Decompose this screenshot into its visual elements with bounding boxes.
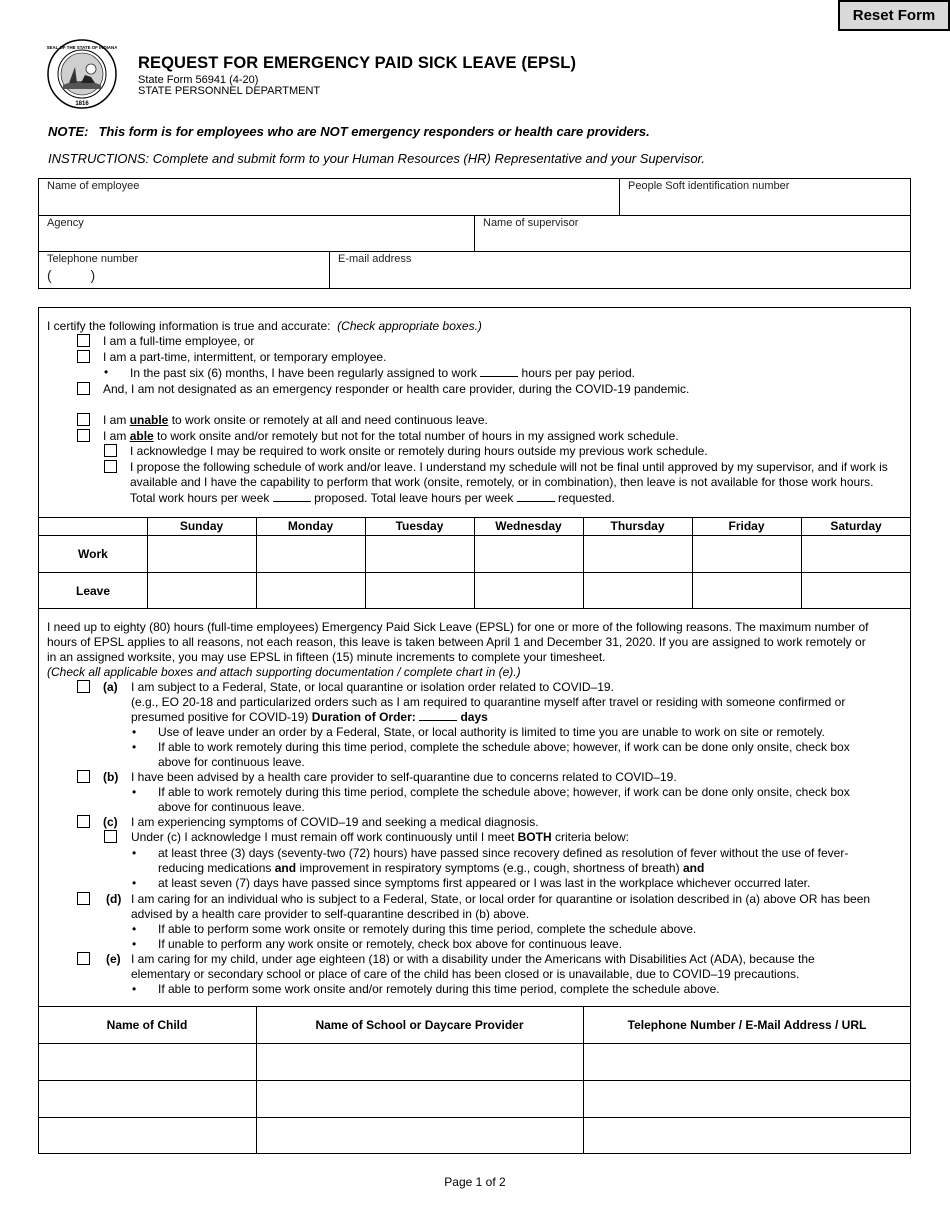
hours-text-b: hours per pay period. — [521, 366, 635, 380]
school-cell-2[interactable] — [257, 1081, 582, 1116]
unable-label — [103, 413, 488, 428]
reason-b-text: I have been advised by a health care provider to self-quarantine due to concerns related to COVID–19. — [131, 770, 677, 784]
page-number: Page 1 of 2 — [444, 1175, 506, 1189]
divider — [474, 215, 475, 251]
divider — [38, 1006, 911, 1007]
reason-c-sub-a: Under (c) I acknowledge I must remain off work continuously until I meet — [131, 830, 515, 844]
reason-c-b1-2a: reducing medications — [158, 861, 272, 875]
child-name-cell-3[interactable] — [39, 1118, 255, 1153]
note-text: This form is for employees who are NOT emergency responders or health care providers. — [98, 124, 650, 139]
not-designated-label: And, I am not designated as an emergency responder or health care provider, during the COVID-19 pandemic. — [103, 382, 690, 396]
day-header-wednesday: Wednesday — [495, 519, 562, 533]
form-number: State Form 56941 (4-20) — [138, 74, 259, 86]
child-name-header: Name of Child — [106, 1018, 188, 1032]
day-header-sunday: Sunday — [179, 519, 224, 533]
acknowledge-checkbox[interactable] — [104, 444, 117, 457]
note-line — [48, 124, 650, 139]
reason-e-text-2: elementary or secondary school or place of care of the child has been closed or is unavailable, due to COVID–19 precautions. — [131, 967, 800, 981]
hours-text-a: In the past six (6) months, I have been regularly assigned to work — [130, 366, 477, 380]
reason-d-bullet-1: If able to perform some work onsite or remotely during this time period, complete the schedule above. — [158, 922, 697, 936]
reason-a-3b: Duration of Order: — [311, 710, 416, 724]
reason-b-label: (b) — [103, 770, 119, 784]
reason-b-bullet-1b: above for continuous leave. — [158, 800, 305, 814]
reason-d-label: (d) — [106, 892, 122, 906]
reason-a-3a: presumed positive for COVID-19) — [131, 710, 309, 724]
reason-a-bullet-1: Use of leave under an order by a Federal, State, or local authority is limited to time you are unable to work on site or remotely. — [158, 725, 825, 739]
able-b: able — [129, 429, 154, 443]
school-cell-1[interactable] — [257, 1044, 582, 1079]
able-a: I am — [103, 429, 127, 443]
reason-c-sub-c: criteria below: — [554, 830, 629, 844]
reason-b-checkbox[interactable] — [77, 770, 90, 783]
hours-per-period-line — [130, 366, 635, 381]
bullet: • — [132, 937, 137, 951]
reason-c-checkbox[interactable] — [77, 815, 90, 828]
reason-c-b1-2b: and — [274, 861, 297, 875]
acknowledge-label: I acknowledge I may be required to work onsite or remotely during hours outside my previous work schedule. — [130, 444, 708, 458]
agency-field[interactable]: Agency — [47, 217, 84, 229]
certify-intro — [47, 319, 482, 334]
reason-a-bullet-2b: above for continuous leave. — [158, 755, 305, 769]
instructions-label: INSTRUCTIONS: — [48, 151, 150, 166]
propose-line-2: available and I have the capability to perform that work (onsite, remotely, or in combination), then leave is not available for those work hours. — [130, 475, 874, 489]
instructions-text: Complete and submit form to your Human Resources (HR) Representative and your Supervisor. — [152, 151, 706, 166]
child-name-cell-2[interactable] — [39, 1081, 255, 1116]
able-checkbox[interactable] — [77, 429, 90, 442]
day-header-thursday: Thursday — [610, 519, 665, 533]
propose-line-1: I propose the following schedule of work and/or leave. I understand my schedule will not be final until approved by my supervisor, and if work is — [130, 460, 888, 474]
totals-b: proposed. Total leave hours per week — [314, 491, 514, 505]
bullet: • — [132, 982, 137, 996]
contact-cell-1[interactable] — [584, 1044, 910, 1079]
reasons-intro-2: hours of EPSL applies to all reasons, not each reason, this leave is taken between April 1 and December 31, 2020. If you are assigned to work remotely or — [47, 635, 866, 649]
reason-e-bullet-1: If able to perform some work onsite and/or remotely during this time period, complete the schedule above. — [158, 982, 720, 996]
bullet: • — [132, 922, 137, 936]
instructions-line — [48, 151, 705, 166]
area-code-field[interactable]: ( ) — [47, 267, 96, 283]
able-c: to work onsite and/or remotely but not for the total number of hours in my assigned work schedule. — [157, 429, 679, 443]
totals-c: requested. — [558, 491, 615, 505]
school-cell-3[interactable] — [257, 1118, 582, 1153]
divider — [38, 251, 911, 252]
duration-blank[interactable] — [419, 710, 457, 721]
reason-c-label: (c) — [103, 815, 118, 829]
reason-d-text-1: I am caring for an individual who is subject to a Federal, State, or local order for quarantine or isolation described in (a) above OR has been — [131, 892, 871, 906]
divider — [38, 608, 911, 609]
unable-a: I am — [103, 413, 127, 427]
unable-checkbox[interactable] — [77, 413, 90, 426]
department-name: STATE PERSONNEL DEPARTMENT — [138, 85, 321, 97]
not-designated-checkbox[interactable] — [77, 382, 90, 395]
reason-c-b1-2c: improvement in respiratory symptoms (e.g., cough, shortness of breath) — [299, 861, 680, 875]
day-header-friday: Friday — [728, 519, 765, 533]
part-time-checkbox[interactable] — [77, 350, 90, 363]
reason-d-text-2: advised by a health care provider to self-quarantine described in (b) above. — [131, 907, 530, 921]
reason-b-bullet-1a: If able to work remotely during this time period, complete the schedule above; however, if work can be done only onsite, check box — [158, 785, 850, 799]
able-label — [103, 429, 679, 444]
full-time-checkbox[interactable] — [77, 334, 90, 347]
contact-header: Telephone Number / E-Mail Address / URL — [627, 1018, 867, 1032]
contact-cell-2[interactable] — [584, 1081, 910, 1116]
unable-c: to work onsite or remotely at all and need continuous leave. — [171, 413, 488, 427]
email-field[interactable]: E-mail address — [338, 253, 412, 265]
day-header-tuesday: Tuesday — [395, 519, 444, 533]
divider — [329, 251, 330, 289]
reason-a-text-2: (e.g., EO 20-18 and particularized orders such as I am required to quarantine myself after travel or residing with someone confirmed or — [131, 695, 846, 709]
bullet: • — [132, 740, 137, 754]
reason-a-3c: days — [460, 710, 488, 724]
reason-c-bullet-1a: at least three (3) days (seventy-two (72) hours) have passed since recovery defined as resolution of fever without the use of fever- — [158, 846, 849, 860]
part-time-label: I am a part-time, intermittent, or temporary employee. — [103, 350, 387, 364]
reason-a-label: (a) — [103, 680, 118, 694]
bullet: • — [132, 785, 137, 799]
reason-d-bullet-2: If unable to perform any work onsite or remotely, check box above for continuous leave. — [158, 937, 623, 951]
reason-c-sub-b: BOTH — [517, 830, 552, 844]
reason-a-checkbox[interactable] — [77, 680, 90, 693]
bullet: • — [132, 725, 137, 739]
state-seal-icon — [47, 39, 117, 109]
bullet: • — [104, 365, 109, 379]
total-leave-hours-blank[interactable] — [517, 491, 555, 502]
reason-c-acknowledge-checkbox[interactable] — [104, 830, 117, 843]
propose-schedule-checkbox[interactable] — [104, 460, 117, 473]
reasons-intro-3: in an assigned worksite, you may use EPSL in fifteen (15) minute increments to complete your timesheet. — [47, 650, 606, 664]
hours-blank[interactable] — [480, 366, 518, 377]
reason-e-text-1: I am caring for my child, under age eighteen (18) or with a disability under the Americans with Disabilities Act (ADA), because the — [131, 952, 815, 966]
totals-line — [130, 491, 615, 506]
peoplesoft-id-field[interactable]: People Soft identification number — [628, 180, 790, 192]
note-label: NOTE: — [48, 124, 89, 139]
day-header-monday: Monday — [287, 519, 334, 533]
schedule-row-work: Work — [78, 547, 108, 561]
reason-e-checkbox[interactable] — [77, 952, 90, 965]
certify-hint: (Check appropriate boxes.) — [337, 319, 482, 333]
bullet: • — [132, 846, 137, 860]
contact-cell-3[interactable] — [584, 1118, 910, 1153]
full-time-label: I am a full-time employee, or — [103, 334, 255, 348]
totals-a: Total work hours per week — [130, 491, 270, 505]
reset-form-button[interactable]: Reset Form — [838, 0, 950, 31]
schedule-row-leave: Leave — [76, 584, 111, 598]
reasons-intro-1: I need up to eighty (80) hours (full-time employees) Emergency Paid Sick Leave (EPSL) for one or more of the following reasons. The maximum number of — [47, 620, 869, 634]
svg-text:1816: 1816 — [75, 101, 89, 107]
reason-e-label: (e) — [106, 952, 121, 966]
svg-text:SEAL OF THE STATE OF INDIANA: SEAL OF THE STATE OF INDIANA — [47, 45, 117, 50]
reason-a-bullet-2a: If able to work remotely during this time period, complete the schedule above; however, if work can be done only onsite, check box — [158, 740, 850, 754]
supervisor-name-field[interactable]: Name of supervisor — [483, 217, 579, 229]
reason-c-sub — [131, 830, 629, 845]
day-header-saturday: Saturday — [830, 519, 882, 533]
total-work-hours-blank[interactable] — [273, 491, 311, 502]
certify-intro-text: I certify the following information is true and accurate: — [47, 319, 331, 333]
reason-c-b1-2d: and — [682, 861, 705, 875]
unable-b: unable — [129, 413, 169, 427]
bullet: • — [132, 876, 137, 890]
telephone-field[interactable]: Telephone number — [47, 253, 139, 265]
reason-c-bullet-2: at least seven (7) days have passed since symptoms first appeared or I was last in the workplace whichever occurred later. — [158, 876, 811, 890]
reason-c-text: I am experiencing symptoms of COVID–19 and seeking a medical diagnosis. — [131, 815, 539, 829]
school-header: Name of School or Daycare Provider — [315, 1018, 524, 1032]
child-name-cell-1[interactable] — [39, 1044, 255, 1079]
reason-a-text: I am subject to a Federal, State, or local quarantine or isolation order related to COVID–19. — [131, 680, 614, 694]
reason-d-checkbox[interactable] — [77, 892, 90, 905]
reason-a-text-3 — [131, 710, 488, 725]
page-title: REQUEST FOR EMERGENCY PAID SICK LEAVE (EPSL) — [138, 54, 577, 72]
divider — [619, 178, 620, 215]
reason-c-bullet-1b — [158, 861, 704, 876]
reasons-hint: (Check all applicable boxes and attach supporting documentation / complete chart in (e).) — [47, 665, 521, 679]
employee-name-field[interactable]: Name of employee — [47, 180, 140, 192]
